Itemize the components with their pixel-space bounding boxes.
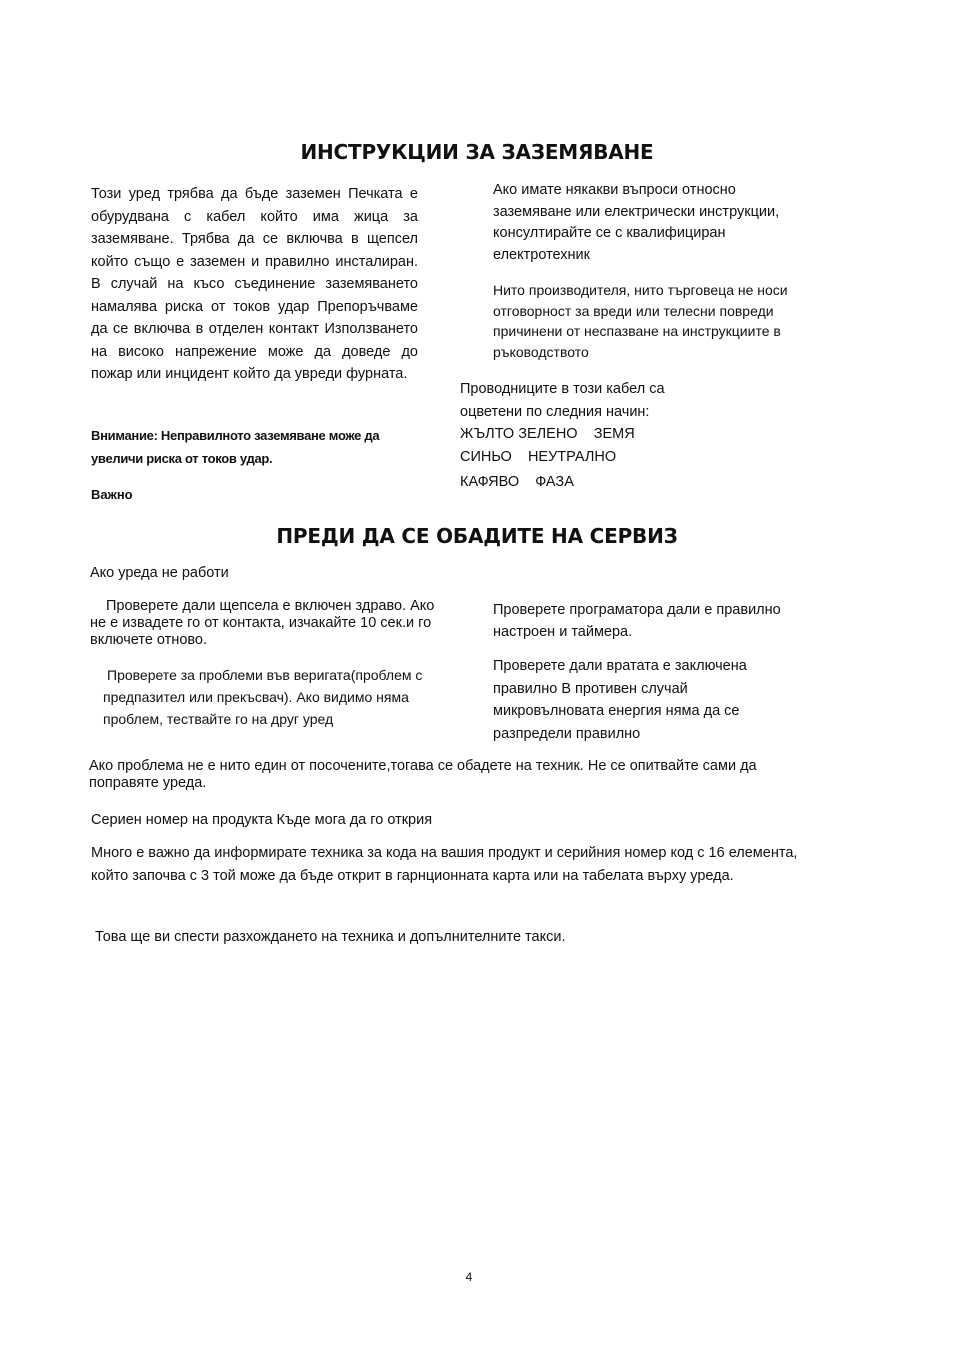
wires-intro-line-1: Проводниците в този кабел са [460,381,665,397]
page-number: 4 [465,1270,473,1284]
wire-blue: СИНЬО НЕУТРАЛНО [460,449,617,465]
not-working-text: Ако уреда не работи [90,565,229,581]
serial-number-heading: Сериен номер на продукта Къде мога да го открия [91,812,433,828]
service-title: ПРЕДИ ДА СЕ ОБАДИТЕ НА СЕРВИЗ [276,524,678,548]
wire-brown: КАФЯВО ФАЗА [460,474,574,490]
serial-number-text: Много е важно да информирате техника за кода на вашия продукт и серийния номер код с 16 елемента, който започва с 3 той може да бъде открит в гарнционната карта или на табелата върху уреда. [91,845,798,884]
grounding-warning: Внимание: Неправилното заземяване може да увеличи риска от токов удар. [91,428,380,466]
check-plug: Проверете дали щепсела е включен здраво. Ако не е извадете го от контакта, изчакайте 10 сек.и го включете отново. [90,598,435,648]
savings-text: Това ще ви спести разхождането на техника и допълнителните такси. [95,929,566,945]
check-programmer: Проверете програматора дали е правилно настроен и таймера. [493,602,781,640]
check-circuit: Проверете за проблеми във веригата(проблем с предпазител или прекъсвач). Ако видимо няма проблем, тествайте го на друг уред [103,667,423,727]
wire-yellow-green: ЖЪЛТО ЗЕЛЕНО ЗЕМЯ [460,426,635,442]
grounding-left-paragraph: Този уред трябва да бъде заземен Печката е обурудвана с кабел който има жица за заземяване. Трябва да се включва в щепсел който също е заземен и правилно инсталиран. В случай на късо съединение заземяването намалява риска от токов удар Препоръчваме да се включва в отделен контакт Използването на високо напрежение може да доведе до пожар или инцидент който да увреди фурната. [91,186,418,382]
grounding-right-paragraph-2: Нито производителя, нито търговеца не носи отговорност за вреди или телесни повреди причинени от неспазване на инструкциите в ръководството [493,282,788,360]
call-technician-text: Ако проблема не е нито един от посочените,тогава се обадете на техник. Не се опитвайте сами да поправяте уреда. [89,758,757,791]
grounding-right-paragraph-1: Ако имате някакви въпроси относно заземяване или електрически инструкции, консултирайте се с квалифициран електротехник [493,182,780,263]
grounding-important: Важно [91,487,133,502]
grounding-title: ИНСТРУКЦИИ ЗА ЗАЗЕМЯВАНЕ [300,140,654,164]
wires-intro-line-2: оцветени по следния начин: [460,404,650,420]
check-door: Проверете дали вратата е заключена правилно В противен случай микровълновата енергия няма да се разпредели правилно [493,658,747,742]
